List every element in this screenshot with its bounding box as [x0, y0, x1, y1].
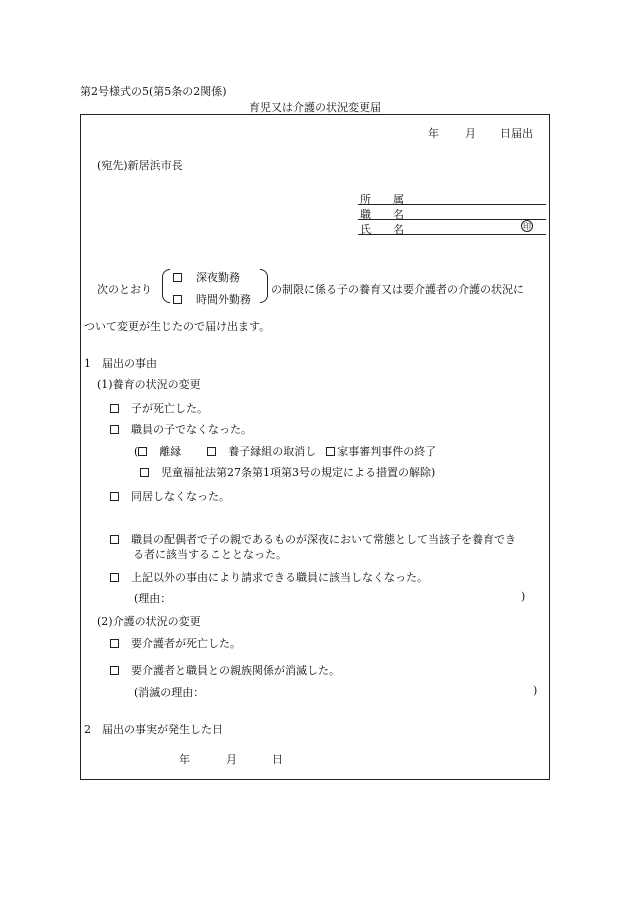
- not-child-label: 職員の子でなくなった。: [131, 423, 252, 436]
- item-not-child-row: [110, 421, 252, 437]
- relation-ended-label: 要介護者と職員との親族関係が消滅した。: [131, 664, 340, 677]
- section2-heading: 2 届出の事実が発生した日: [84, 723, 223, 736]
- child-welfare-label: 児童福祉法第27条第1項第3号の規定による措置の解除): [161, 466, 436, 479]
- affiliation-label: 所 属: [360, 193, 404, 206]
- overtime-label: 時間外勤務: [196, 293, 251, 306]
- adoption-cancel-label: 養子縁組の取消し: [228, 445, 317, 458]
- reasons-open-paren: (: [134, 445, 139, 458]
- date-month-label: 月: [465, 127, 476, 140]
- item-not-cohabit-row: [110, 488, 230, 504]
- other-reason-checkbox[interactable]: [110, 573, 119, 582]
- reason-label: (理由：: [134, 592, 172, 605]
- late-night-label: 深夜勤務: [196, 271, 240, 284]
- affiliation-underline: [358, 204, 546, 205]
- divorce-label: 離縁: [159, 445, 182, 458]
- occurrence-month-label: 月: [226, 753, 237, 766]
- not-cohabit-checkbox[interactable]: [110, 492, 119, 501]
- options-right-bracket: [260, 269, 268, 303]
- item-care-death-row: [110, 635, 241, 651]
- form-number: 第2号様式の5(第5条の2関係): [80, 85, 227, 98]
- name-underline: [358, 234, 546, 235]
- late-night-checkbox[interactable]: [173, 273, 182, 282]
- spouse-checkbox[interactable]: [110, 535, 119, 544]
- divorce-checkbox[interactable]: [138, 447, 147, 456]
- child-welfare-checkbox[interactable]: [140, 468, 149, 477]
- not-cohabit-label: 同居しなくなった。: [131, 490, 230, 503]
- occurrence-day-label: 日: [272, 753, 283, 766]
- child-death-checkbox[interactable]: [110, 404, 119, 413]
- intro-line2: ついて変更が生じたので届け出ます。: [84, 320, 271, 333]
- care-death-checkbox[interactable]: [110, 639, 119, 648]
- date-year-label: 年: [428, 127, 439, 140]
- position-label: 職 名: [360, 208, 404, 221]
- form-title: 育児又は介護の状況変更届: [249, 101, 381, 114]
- item-spouse-row: [110, 531, 516, 547]
- spouse-label-line1: 職員の配偶者で子の親であるものが深夜において常態として当該子を養育でき: [131, 533, 516, 546]
- date-submitted-label: 日届出: [500, 127, 533, 140]
- child-welfare-row: [140, 464, 435, 480]
- name-label: 氏 名: [360, 223, 404, 236]
- item-child-death-row: [110, 400, 208, 416]
- overtime-checkbox[interactable]: [173, 295, 182, 304]
- occurrence-year-label: 年: [179, 753, 190, 766]
- spouse-label-line2: る者に該当することとなった。: [133, 548, 287, 561]
- section1-heading: 1 届出の事由: [84, 357, 157, 370]
- family-court-label: 家事審判事件の終了: [337, 445, 437, 458]
- sub1-heading: (1)養育の状況の変更: [97, 378, 201, 391]
- position-underline: [358, 219, 546, 220]
- child-death-label: 子が死亡した。: [131, 402, 208, 415]
- reasons-row: [134, 443, 436, 459]
- item-other-row: [110, 569, 428, 585]
- option-overtime-row: [173, 291, 251, 307]
- addressee: (宛先)新居浜市長: [97, 159, 183, 172]
- intro-suffix: の制限に係る子の養育又は要介護者の介護の状況に: [271, 283, 524, 296]
- other-reason-label: 上記以外の事由により請求できる職員に該当しなくなった。: [131, 571, 428, 584]
- relation-ended-checkbox[interactable]: [110, 666, 119, 675]
- family-court-checkbox[interactable]: [326, 447, 335, 456]
- care-death-label: 要介護者が死亡した。: [131, 637, 241, 650]
- seal-mark: 印: [523, 222, 531, 231]
- reason-close-paren: ): [521, 590, 526, 603]
- not-child-checkbox[interactable]: [110, 425, 119, 434]
- relation-reason-label: (消滅の理由：: [134, 686, 205, 699]
- option-late-night-row: [173, 269, 240, 285]
- item-relation-row: [110, 662, 340, 678]
- sub2-heading: (2)介護の状況の変更: [97, 615, 201, 628]
- adoption-cancel-checkbox[interactable]: [207, 447, 216, 456]
- relation-reason-close-paren: ): [533, 684, 538, 697]
- options-left-bracket: [162, 269, 170, 303]
- intro-prefix: 次のとおり: [97, 283, 152, 296]
